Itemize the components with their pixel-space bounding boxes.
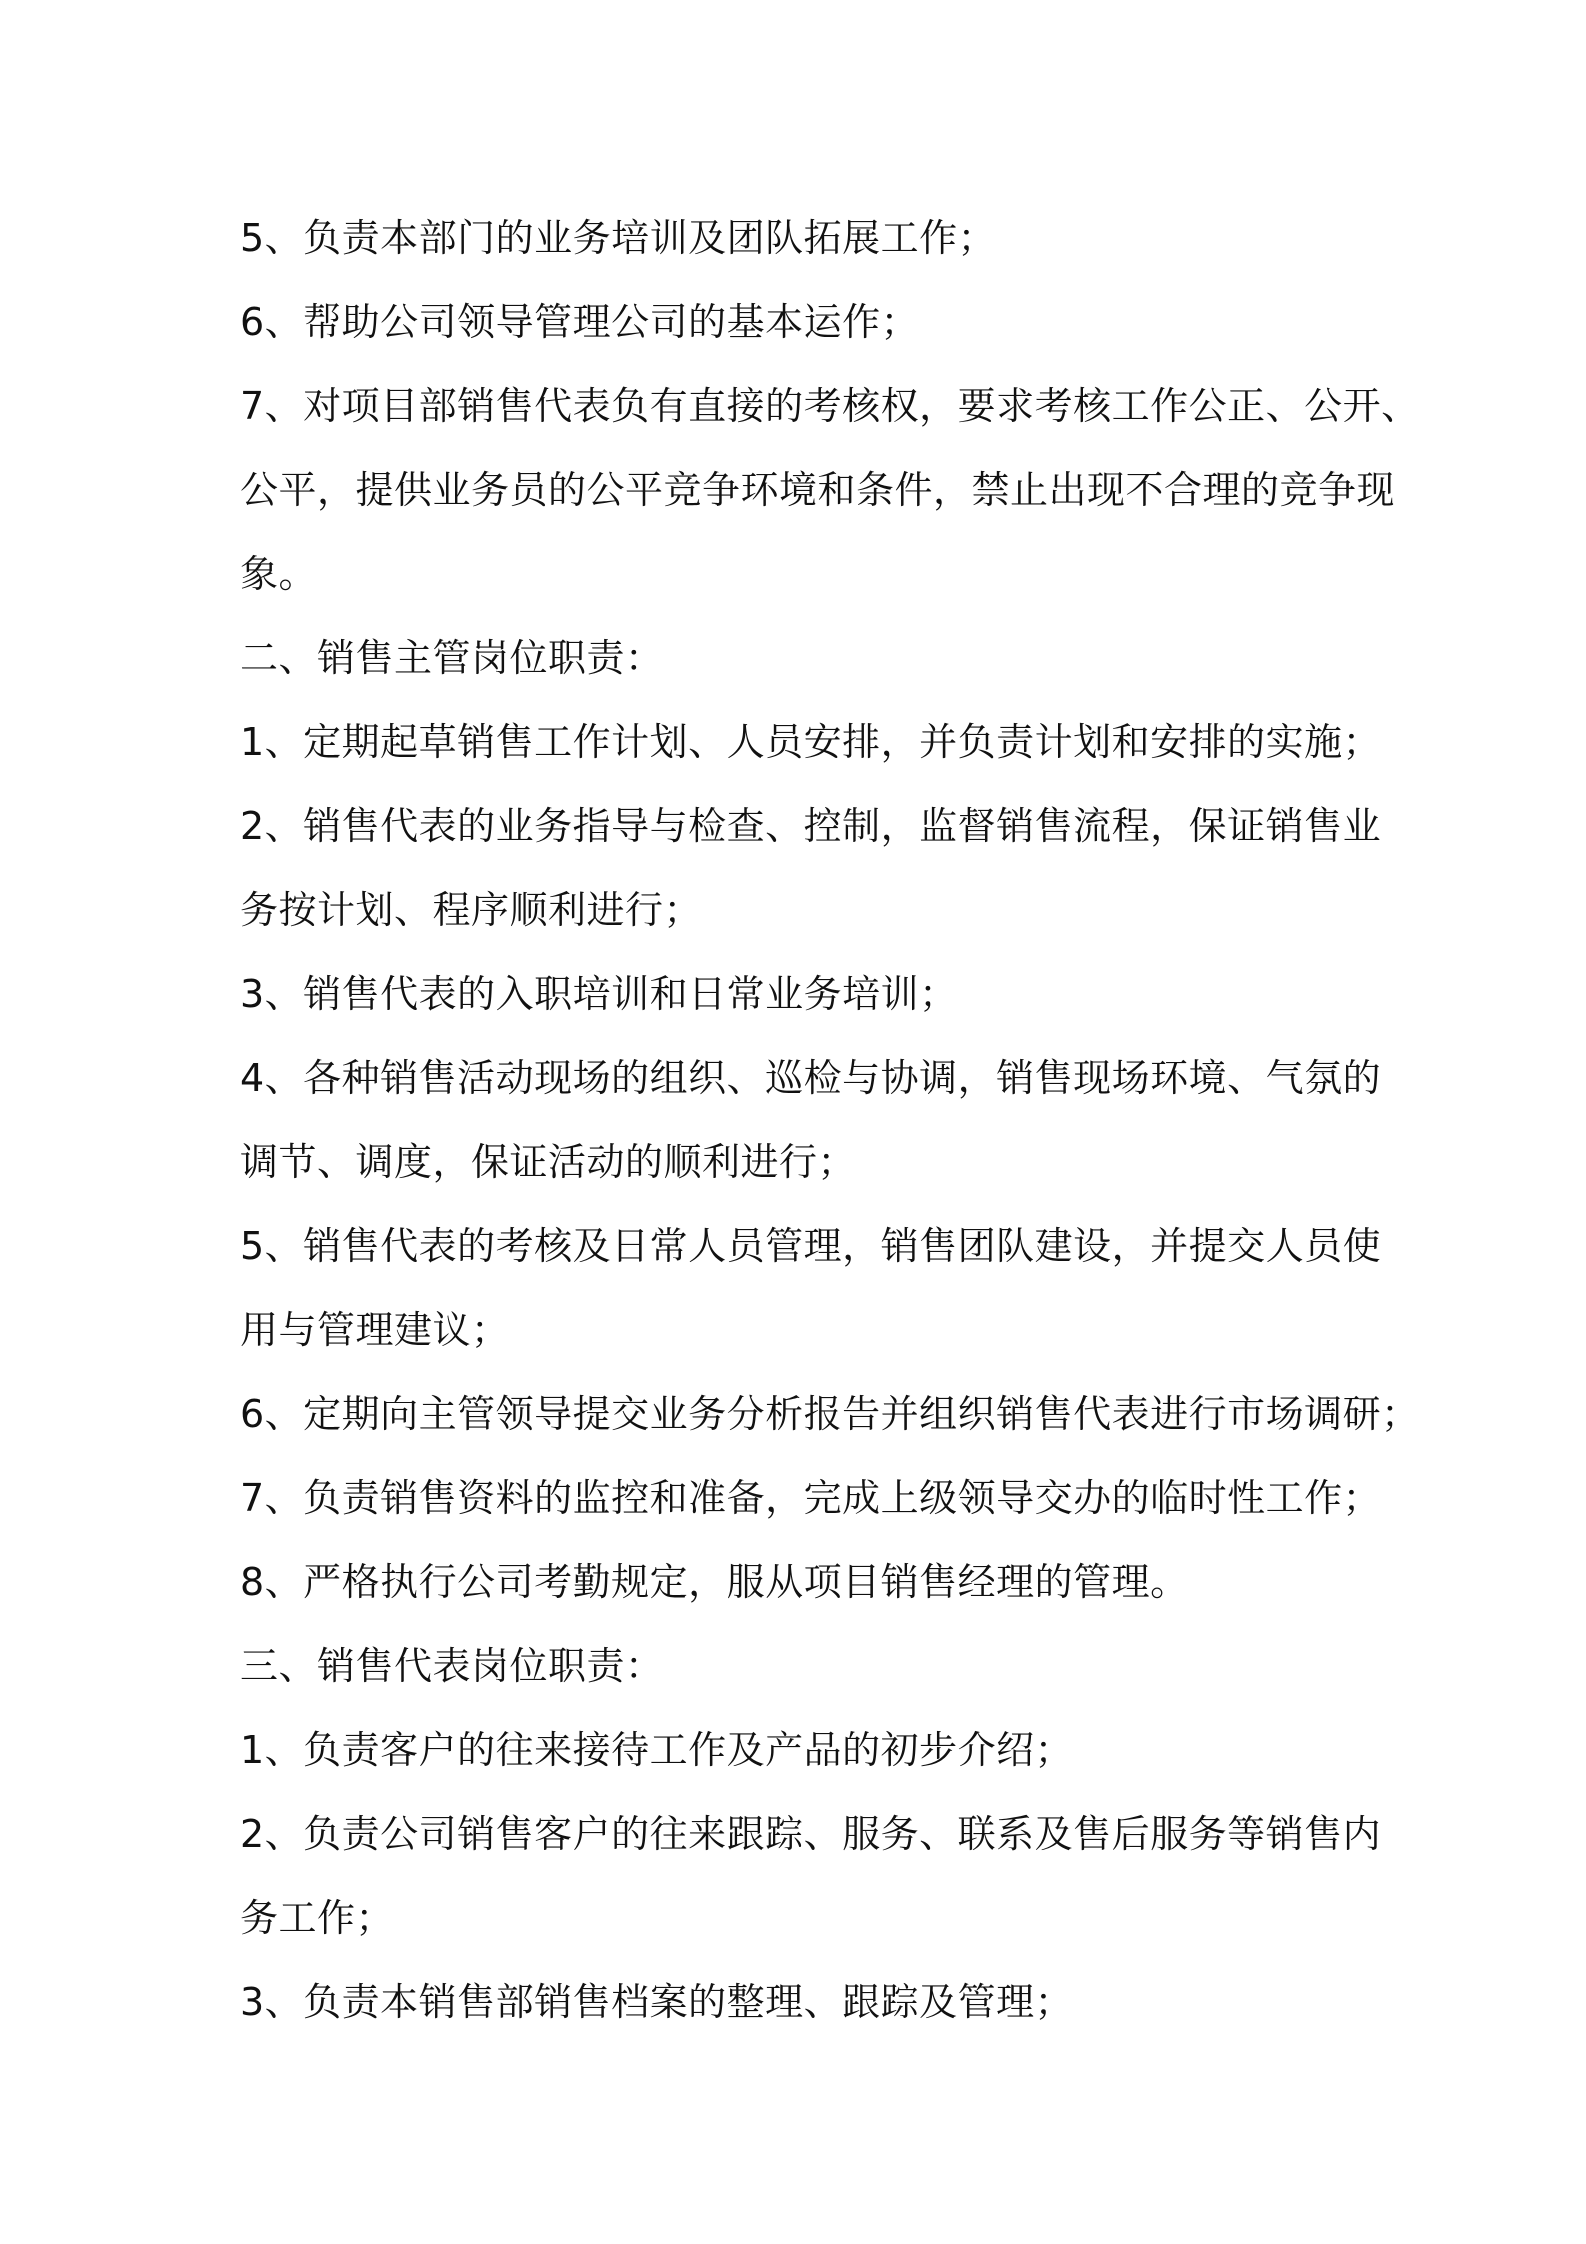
text-line: 6、帮助公司领导管理公司的基本运作； <box>240 300 920 344</box>
section-heading: 三、销售代表岗位职责： <box>240 1644 664 1688</box>
text-line: 务按计划、程序顺利进行； <box>240 888 703 932</box>
text-line: 7、负责销售资料的监控和准备，完成上级领导交办的临时性工作； <box>240 1476 1382 1520</box>
text-line: 用与管理建议； <box>240 1308 510 1352</box>
document-body <box>240 196 1420 2044</box>
text-line: 象。 <box>240 552 318 596</box>
section-heading: 二、销售主管岗位职责： <box>240 636 664 680</box>
text-line: 8、严格执行公司考勤规定，服从项目销售经理的管理。 <box>240 1560 1189 1604</box>
text-line: 3、销售代表的入职培训和日常业务培训； <box>240 972 958 1016</box>
text-line: 4、各种销售活动现场的组织、巡检与协调，销售现场环境、气氛的 <box>240 1056 1382 1100</box>
text-line: 6、定期向主管领导提交业务分析报告并组织销售代表进行市场调研； <box>240 1392 1420 1436</box>
text-line: 调节、调度，保证活动的顺利进行； <box>240 1140 857 1184</box>
text-line: 2、销售代表的业务指导与检查、控制，监督销售流程，保证销售业 <box>240 804 1382 848</box>
text-line: 5、销售代表的考核及日常人员管理，销售团队建设，并提交人员使 <box>240 1224 1382 1268</box>
text-line: 2、负责公司销售客户的往来跟踪、服务、联系及售后服务等销售内 <box>240 1812 1382 1856</box>
text-line: 5、负责本部门的业务培训及团队拓展工作； <box>240 216 997 260</box>
text-line: 1、定期起草销售工作计划、人员安排，并负责计划和安排的实施； <box>240 720 1382 764</box>
text-line: 3、负责本销售部销售档案的整理、跟踪及管理； <box>240 1980 1074 2024</box>
text-line: 公平，提供业务员的公平竞争环境和条件，禁止出现不合理的竞争现 <box>240 468 1396 512</box>
text-line: 1、负责客户的往来接待工作及产品的初步介绍； <box>240 1728 1074 1772</box>
text-line: 7、对项目部销售代表负有直接的考核权，要求考核工作公正、公开、 <box>240 384 1420 428</box>
text-line: 务工作； <box>240 1896 395 1940</box>
